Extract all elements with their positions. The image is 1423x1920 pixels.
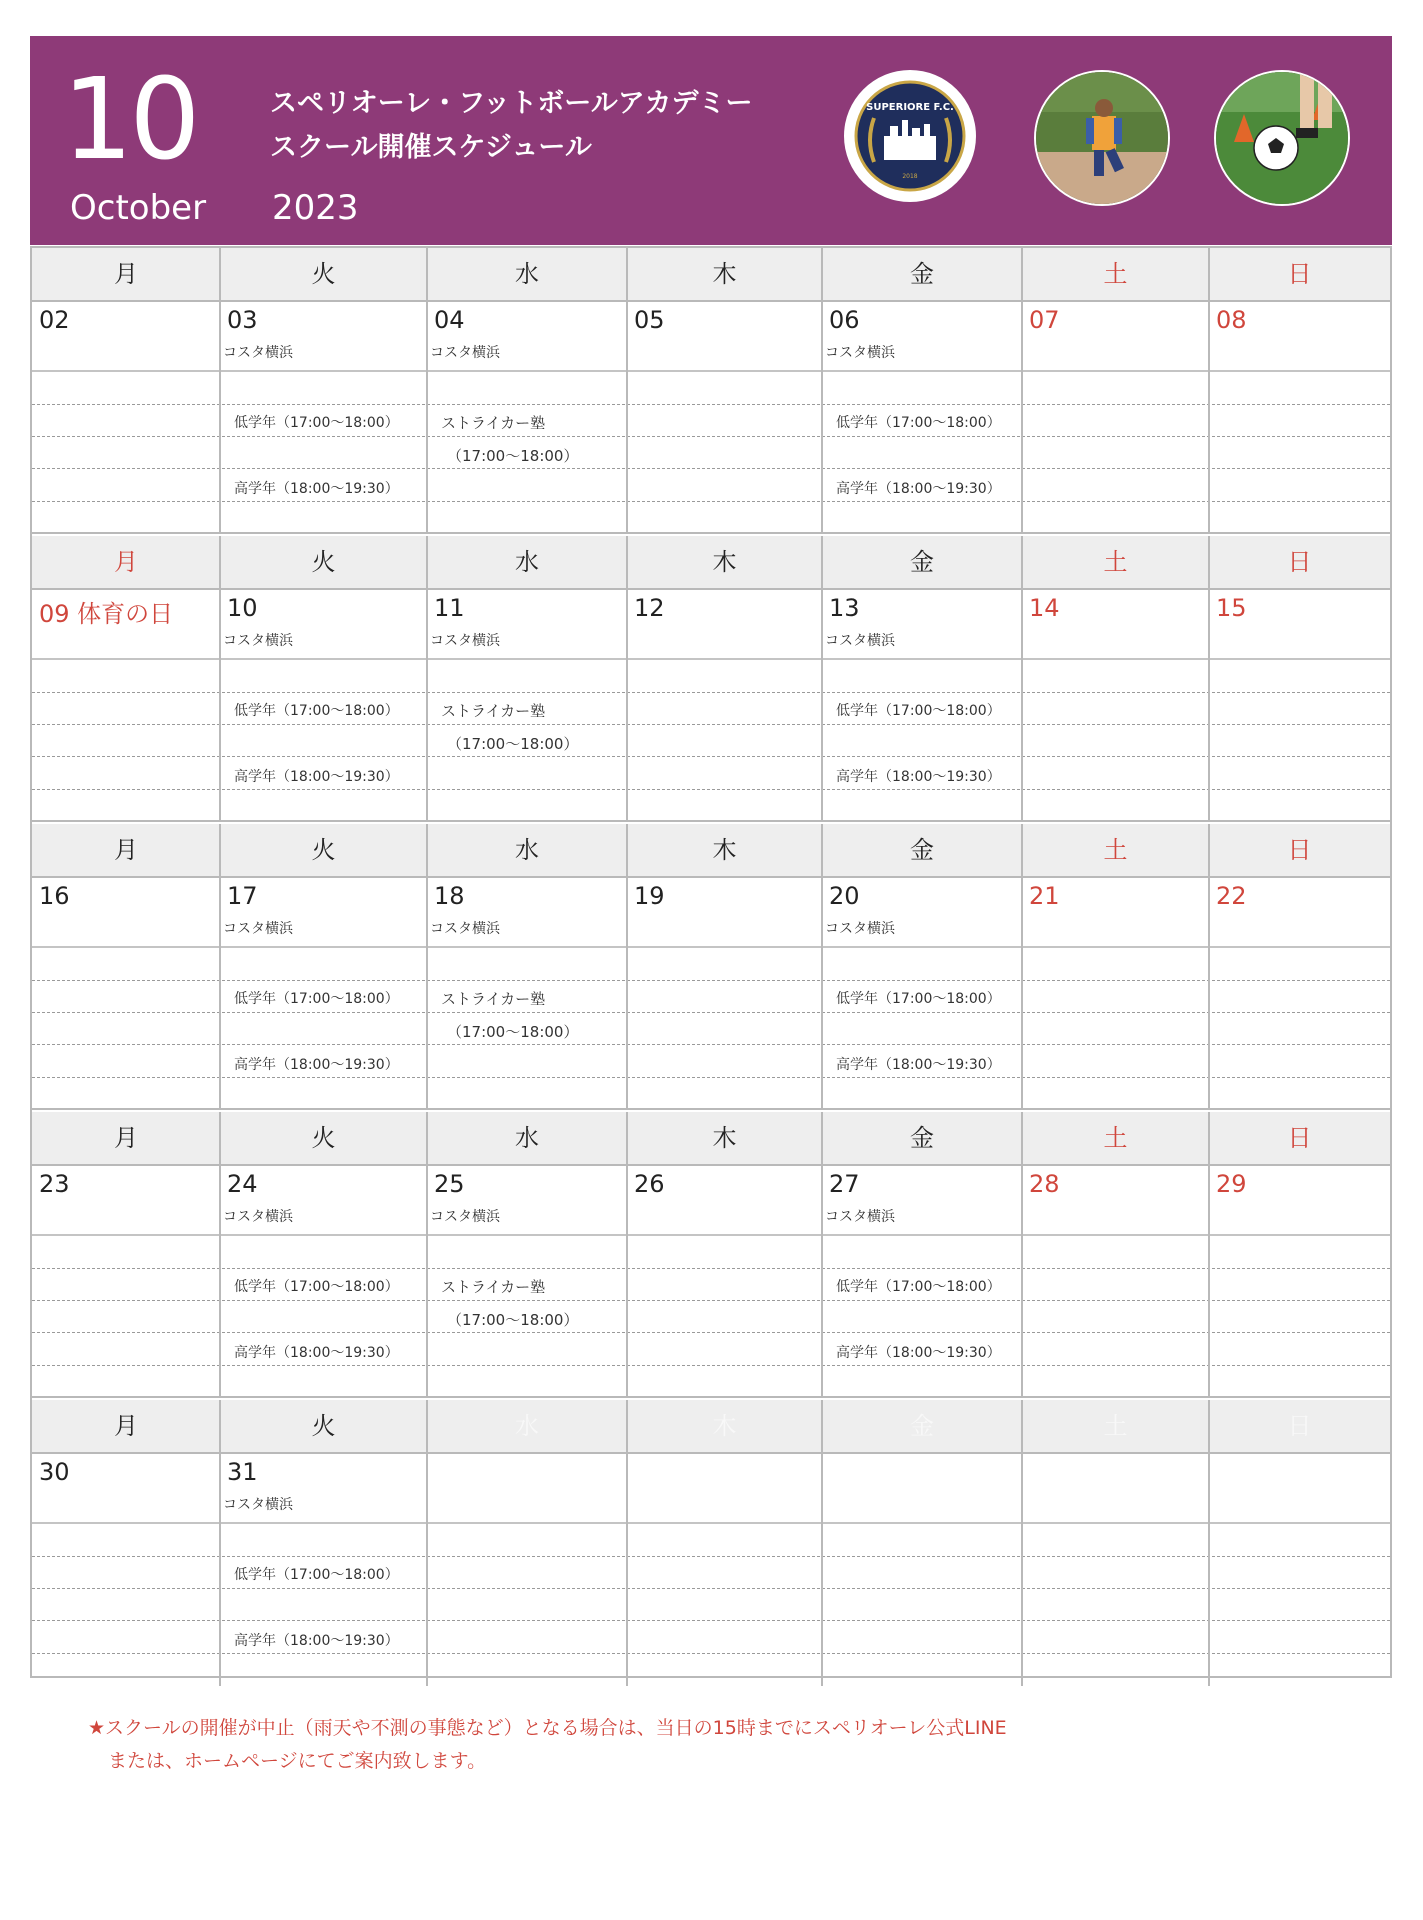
- venue-label: コスタ横浜: [223, 345, 293, 361]
- column-divider: [626, 1112, 628, 1398]
- column-divider: [426, 824, 428, 1110]
- week-divider: [32, 532, 1390, 534]
- row-divider: [32, 1234, 1390, 1236]
- striker-academy-time: （17:00～18:00）: [447, 1311, 579, 1329]
- day-number: 20: [829, 882, 860, 910]
- striker-academy-label: ストライカー塾: [441, 702, 546, 720]
- weekday-label: 木: [712, 1412, 737, 1440]
- calendar-header: [30, 36, 1392, 245]
- weekday-label: 日: [1287, 1412, 1312, 1440]
- day-number: 29: [1216, 1170, 1247, 1198]
- dashed-rule: [32, 1620, 1390, 1621]
- weekday-label: 水: [515, 260, 539, 288]
- day-number: 04: [434, 306, 465, 334]
- striker-academy-time: （17:00～18:00）: [447, 1023, 579, 1041]
- weekday-label: 金: [910, 260, 934, 288]
- dashed-rule: [32, 724, 1390, 725]
- weekday-label: 日: [1287, 260, 1312, 288]
- day-number: 06: [829, 306, 860, 334]
- venue-label: コスタ横浜: [430, 921, 500, 937]
- day-number: 19: [634, 882, 665, 910]
- logo-text: SUPERIORE F.C.: [866, 102, 954, 113]
- day-number: 07: [1029, 306, 1060, 334]
- upper-grade-slot: 高学年（18:00～19:30）: [234, 1345, 399, 1361]
- notice-line-2: または、ホームページにてご案内致します。: [108, 1750, 487, 1772]
- weekday-label: 火: [311, 260, 336, 288]
- day-number: 23: [39, 1170, 70, 1198]
- dashed-rule: [32, 692, 1390, 693]
- day-number: 18: [434, 882, 465, 910]
- cancellation-notice: [88, 1712, 1007, 1778]
- day-number: 05: [634, 306, 665, 334]
- month-name: October: [70, 188, 207, 228]
- striker-academy-label: ストライカー塾: [441, 990, 546, 1008]
- calendar-grid: [30, 246, 1392, 1678]
- title-line-1: スペリオーレ・フットボールアカデミー: [270, 88, 753, 119]
- weekday-label: 木: [712, 548, 737, 576]
- weekday-label: 水: [515, 1124, 539, 1152]
- day-number: 02: [39, 306, 70, 334]
- club-logo: [844, 70, 976, 202]
- dashed-rule: [32, 1268, 1390, 1269]
- day-number: 10: [227, 594, 258, 622]
- column-divider: [626, 248, 628, 534]
- venue-label: コスタ横浜: [825, 1209, 895, 1225]
- column-divider: [219, 824, 221, 1110]
- weekday-label: 水: [515, 548, 539, 576]
- year: 2023: [272, 188, 359, 228]
- day-number: 27: [829, 1170, 860, 1198]
- day-number: 30: [39, 1458, 70, 1486]
- row-divider: [32, 946, 1390, 948]
- page-title: [270, 82, 753, 170]
- column-divider: [219, 248, 221, 534]
- lower-grade-slot: 低学年（17:00～18:00）: [836, 415, 1001, 431]
- venue-label: コスタ横浜: [825, 345, 895, 361]
- weekday-label: 水: [515, 836, 539, 864]
- weekday-label: 日: [1287, 1124, 1312, 1152]
- upper-grade-slot: 高学年（18:00～19:30）: [234, 481, 399, 497]
- upper-grade-slot: 高学年（18:00～19:30）: [836, 481, 1001, 497]
- dashed-rule: [32, 501, 1390, 502]
- calendar-week: [32, 1400, 1390, 1686]
- column-divider: [821, 1112, 823, 1398]
- weekday-label: 木: [712, 1124, 737, 1152]
- column-divider: [1208, 248, 1210, 534]
- dashed-rule: [32, 436, 1390, 437]
- upper-grade-slot: 高学年（18:00～19:30）: [234, 1057, 399, 1073]
- dashed-rule: [32, 468, 1390, 469]
- venue-label: コスタ横浜: [223, 1497, 293, 1513]
- row-divider: [32, 370, 1390, 372]
- day-number: 15: [1216, 594, 1247, 622]
- lower-grade-slot: 低学年（17:00～18:00）: [836, 991, 1001, 1007]
- day-number: 17: [227, 882, 258, 910]
- striker-academy-time: （17:00～18:00）: [447, 735, 579, 753]
- lower-grade-slot: 低学年（17:00～18:00）: [234, 1567, 399, 1583]
- player-photo: [1034, 70, 1170, 206]
- column-divider: [821, 824, 823, 1110]
- logo-year: 2018: [902, 173, 918, 180]
- upper-grade-slot: 高学年（18:00～19:30）: [234, 769, 399, 785]
- day-number: 13: [829, 594, 860, 622]
- lower-grade-slot: 低学年（17:00～18:00）: [836, 703, 1001, 719]
- lower-grade-slot: 低学年（17:00～18:00）: [234, 991, 399, 1007]
- dashed-rule: [32, 1012, 1390, 1013]
- weekday-label: 木: [712, 836, 737, 864]
- weekday-label: 金: [910, 548, 934, 576]
- lower-grade-slot: 低学年（17:00～18:00）: [234, 415, 399, 431]
- column-divider: [1021, 1400, 1023, 1686]
- calendar-week: [32, 248, 1390, 534]
- weekday-label: 月: [114, 1124, 138, 1152]
- column-divider: [821, 248, 823, 534]
- upper-grade-slot: 高学年（18:00～19:30）: [836, 769, 1001, 785]
- striker-academy-label: ストライカー塾: [441, 414, 546, 432]
- column-divider: [1208, 824, 1210, 1110]
- dashed-rule: [32, 756, 1390, 757]
- column-divider: [821, 536, 823, 822]
- week-divider: [32, 820, 1390, 822]
- calendar-week: [32, 536, 1390, 822]
- column-divider: [426, 536, 428, 822]
- weekday-label: 土: [1103, 836, 1128, 864]
- lower-grade-slot: 低学年（17:00～18:00）: [836, 1279, 1001, 1295]
- weekday-label: 金: [910, 1412, 934, 1440]
- day-number: 12: [634, 594, 665, 622]
- weekday-label: 月: [114, 548, 138, 576]
- column-divider: [1021, 824, 1023, 1110]
- weekday-label: 土: [1103, 1124, 1128, 1152]
- dashed-rule: [32, 1588, 1390, 1589]
- upper-grade-slot: 高学年（18:00～19:30）: [836, 1057, 1001, 1073]
- column-divider: [821, 1400, 823, 1686]
- venue-label: コスタ横浜: [223, 633, 293, 649]
- column-divider: [426, 1112, 428, 1398]
- column-divider: [626, 536, 628, 822]
- calendar-week: [32, 824, 1390, 1110]
- weekday-label: 火: [311, 1124, 336, 1152]
- venue-label: コスタ横浜: [223, 921, 293, 937]
- weekday-label: 火: [311, 548, 336, 576]
- column-divider: [1208, 1112, 1210, 1398]
- column-divider: [219, 1400, 221, 1686]
- upper-grade-slot: 高学年（18:00～19:30）: [836, 1345, 1001, 1361]
- day-number: 08: [1216, 306, 1247, 334]
- day-number: 21: [1029, 882, 1060, 910]
- column-divider: [219, 536, 221, 822]
- upper-grade-slot: 高学年（18:00～19:30）: [234, 1633, 399, 1649]
- column-divider: [426, 248, 428, 534]
- day-number: 11: [434, 594, 465, 622]
- weekday-label: 土: [1103, 260, 1128, 288]
- column-divider: [1021, 248, 1023, 534]
- weekday-label: 土: [1103, 1412, 1128, 1440]
- lower-grade-slot: 低学年（17:00～18:00）: [234, 703, 399, 719]
- dashed-rule: [32, 1653, 1390, 1654]
- week-divider: [32, 1108, 1390, 1110]
- venue-label: コスタ横浜: [430, 1209, 500, 1225]
- column-divider: [1021, 1112, 1023, 1398]
- weekday-label: 月: [114, 836, 138, 864]
- dashed-rule: [32, 1556, 1390, 1557]
- weekday-label: 水: [515, 1412, 539, 1440]
- day-number: 26: [634, 1170, 665, 1198]
- week-divider: [32, 1396, 1390, 1398]
- venue-label: コスタ横浜: [430, 633, 500, 649]
- day-number: 24: [227, 1170, 258, 1198]
- dashed-rule: [32, 1077, 1390, 1078]
- lower-grade-slot: 低学年（17:00～18:00）: [234, 1279, 399, 1295]
- day-number: 25: [434, 1170, 465, 1198]
- day-number: 31: [227, 1458, 258, 1486]
- column-divider: [626, 824, 628, 1110]
- column-divider: [1208, 1400, 1210, 1686]
- weekday-label: 火: [311, 1412, 336, 1440]
- dashed-rule: [32, 404, 1390, 405]
- day-number: 22: [1216, 882, 1247, 910]
- weekday-label: 月: [114, 1412, 138, 1440]
- weekday-label: 金: [910, 1124, 934, 1152]
- weekday-label: 日: [1287, 548, 1312, 576]
- dashed-rule: [32, 1332, 1390, 1333]
- venue-label: コスタ横浜: [825, 921, 895, 937]
- column-divider: [626, 1400, 628, 1686]
- column-divider: [426, 1400, 428, 1686]
- column-divider: [1208, 536, 1210, 822]
- dashed-rule: [32, 1044, 1390, 1045]
- dashed-rule: [32, 1300, 1390, 1301]
- venue-label: コスタ横浜: [430, 345, 500, 361]
- weekday-label: 木: [712, 260, 737, 288]
- column-divider: [1021, 536, 1023, 822]
- dashed-rule: [32, 1365, 1390, 1366]
- venue-label: コスタ横浜: [223, 1209, 293, 1225]
- notice-line-1: ★スクールの開催が中止（雨天や不測の事態など）となる場合は、当日の15時までにスペリオーレ公式LINE: [88, 1717, 1007, 1739]
- calendar-week: [32, 1112, 1390, 1398]
- weekday-label: 月: [114, 260, 138, 288]
- day-number: 03: [227, 306, 258, 334]
- weekday-label: 金: [910, 836, 934, 864]
- day-number: 14: [1029, 594, 1060, 622]
- row-divider: [32, 1522, 1390, 1524]
- dashed-rule: [32, 980, 1390, 981]
- weekday-label: 土: [1103, 548, 1128, 576]
- month-number: 10: [62, 55, 197, 185]
- striker-academy-time: （17:00～18:00）: [447, 447, 579, 465]
- venue-label: コスタ横浜: [825, 633, 895, 649]
- weekday-label: 火: [311, 836, 336, 864]
- dashed-rule: [32, 789, 1390, 790]
- day-number: 09 体育の日: [39, 600, 174, 628]
- row-divider: [32, 658, 1390, 660]
- title-line-2: スクール開催スケジュール: [270, 132, 592, 163]
- weekday-label: 日: [1287, 836, 1312, 864]
- soccer-ball-photo: [1214, 70, 1350, 206]
- day-number: 16: [39, 882, 70, 910]
- striker-academy-label: ストライカー塾: [441, 1278, 546, 1296]
- day-number: 28: [1029, 1170, 1060, 1198]
- column-divider: [219, 1112, 221, 1398]
